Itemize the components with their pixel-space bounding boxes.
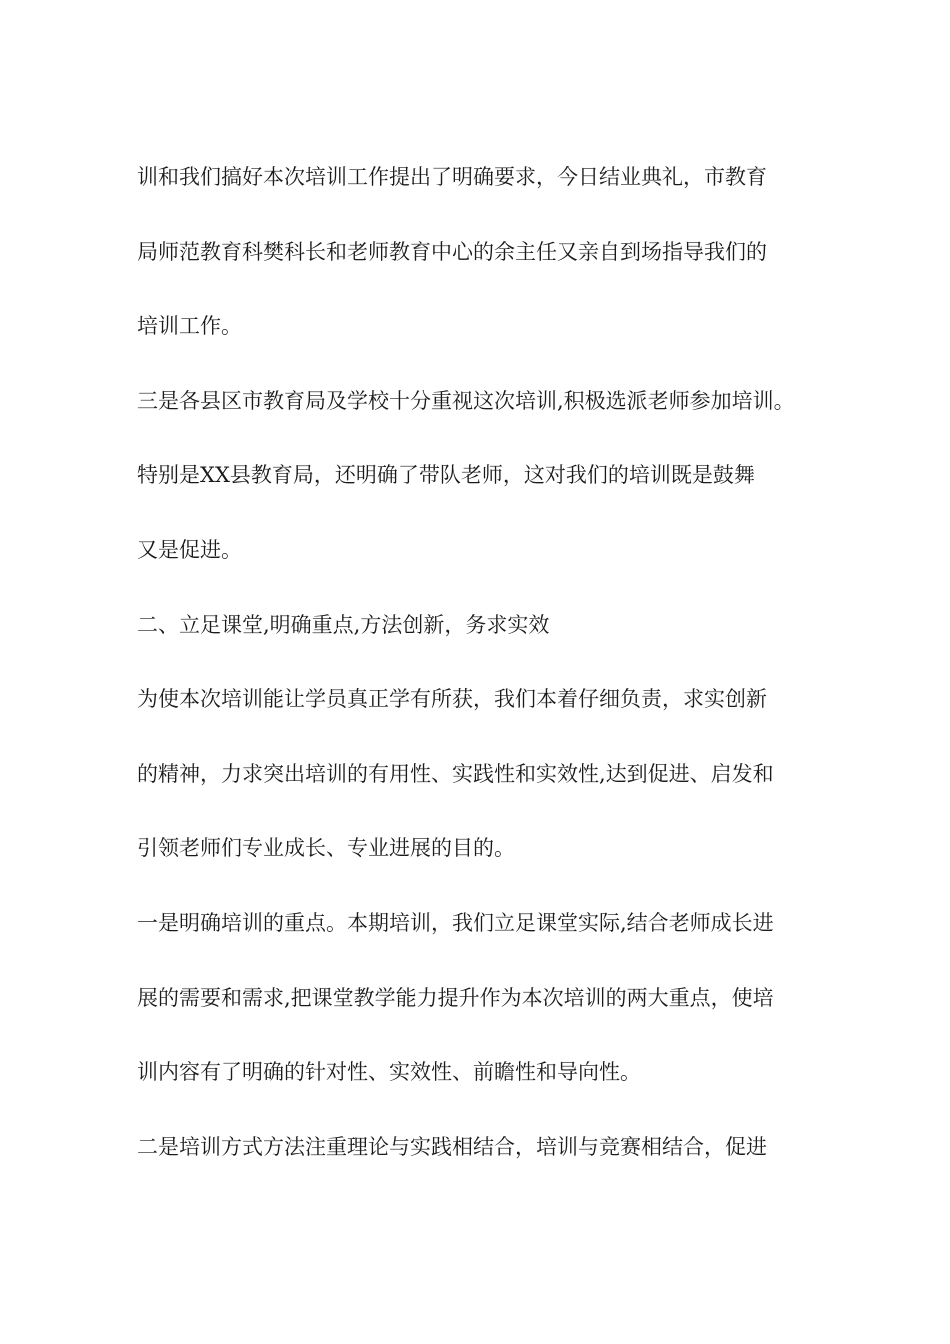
- text-line: 展的需要和需求,把课堂教学能力提升作为本次培训的两大重点，使培: [137, 985, 774, 1010]
- text-line: 局师范教育科樊科长和老师教育中心的余主任又亲自到场指导我们的: [137, 239, 767, 264]
- document-body: [137, 140, 837, 1184]
- text-line: 训内容有了明确的针对性、实效性、前瞻性和导向性。: [137, 1060, 641, 1085]
- text-line: 三是各县区市教育局及学校十分重视这次培训,积极选派老师参加培训。: [137, 388, 795, 413]
- text-line: 又是促进。: [137, 537, 242, 562]
- text-line: 为使本次培训能让学员真正学有所获，我们本着仔细负责，求实创新: [137, 687, 767, 712]
- text-line: 的精神，力求突出培训的有用性、实践性和实效性,达到促进、启发和: [137, 761, 774, 786]
- text-line: 二是培训方式方法注重理论与实践相结合，培训与竞赛相结合，促进: [137, 1134, 767, 1159]
- text-line: 特别是XX县教育局，还明确了带队老师，这对我们的培训既是鼓舞: [137, 463, 755, 488]
- text-line: 训和我们搞好本次培训工作提出了明确要求，今日结业典礼，市教育: [137, 165, 767, 189]
- text-line: 一是明确培训的重点。本期培训，我们立足课堂实际,结合老师成长进: [137, 910, 774, 935]
- text-line: 培训工作。: [137, 314, 242, 339]
- section-heading: 二、立足课堂,明确重点,方法创新，务求实效: [137, 612, 550, 637]
- text-line: 引领老师们专业成长、专业进展的目的。: [137, 836, 515, 861]
